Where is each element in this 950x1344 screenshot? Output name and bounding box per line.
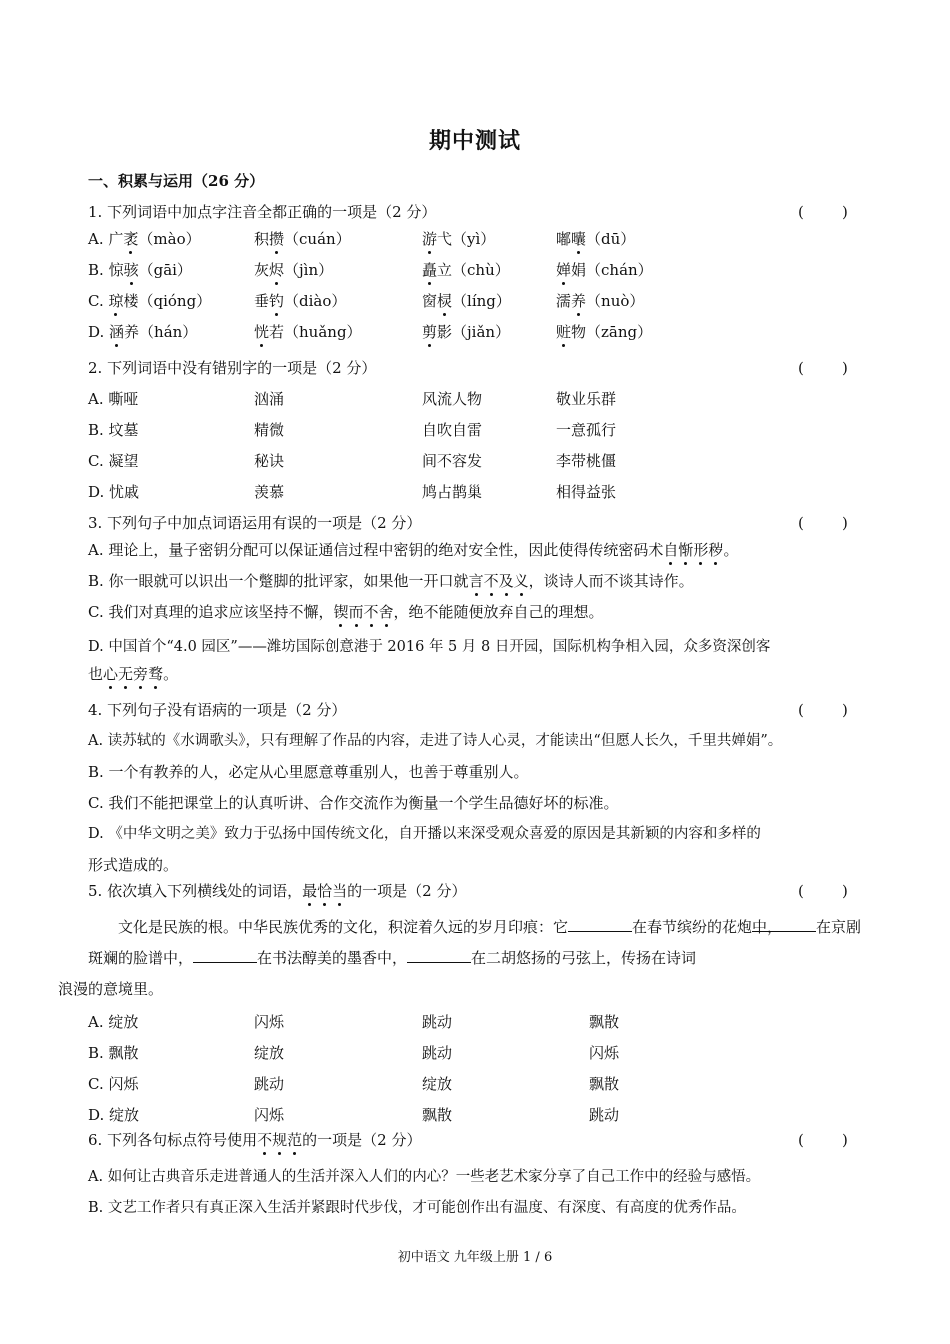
question-5-stem (88, 881, 858, 901)
dotted-char: 涵 (109, 323, 125, 341)
dotted-char: 形 (693, 541, 709, 559)
stem-text: 6. 下列各句标点符号使用 (88, 1131, 258, 1149)
option-word: 鸠占鹊巢 (422, 483, 483, 501)
dotted-phrase (103, 665, 163, 683)
option-word: 闪烁 (589, 1044, 620, 1062)
dotted-char: 恍 (254, 323, 270, 341)
dotted-char: 而 (348, 603, 364, 621)
option-word: 闪烁 (254, 1106, 285, 1124)
question-3-option-d: D. 中国首个“4.0 园区”——潍坊国际创意港于 2016 年 5 月 8 日开园，国际机构争相入园，众多资深创客 (88, 639, 771, 655)
option-word: 积攒（cuán） (254, 230, 351, 248)
passage-text: 文化是民族的根。中华民族优秀的文化，积淀着久远的岁月印痕：它 (118, 918, 569, 936)
dotted-char: 不 (483, 572, 499, 590)
option-word: 敬业乐群 (556, 390, 617, 408)
dotted-char: 惭 (678, 541, 694, 559)
dotted-char: 不 (257, 1131, 273, 1149)
option-text: ，绝不能随便放弃自己的理想。 (393, 603, 604, 621)
question-3-stem: 3. 下列句子中加点词语运用有误的一项是（2 分） (88, 514, 422, 532)
passage-text: 在书法醇美的墨香中， (257, 949, 408, 967)
answer-bracket-3: ( ) (798, 514, 848, 532)
option-word: 婵娟（chán） (556, 261, 653, 279)
option-word: 相得益张 (556, 483, 617, 501)
dotted-char: 剪 (422, 323, 438, 341)
dotted-char: 婵 (556, 261, 572, 279)
option-word: 赃物（zāng） (556, 323, 653, 341)
question-4-option-b: B. 一个有教养的人，必定从心里愿意尊重别人，也善于尊重别人。 (88, 763, 529, 781)
option-word: 一意孤行 (556, 421, 617, 439)
option-word: C. 闪烁 (88, 1075, 139, 1093)
answer-bracket-6: ( ) (798, 1131, 848, 1149)
answer-bracket-2: ( ) (798, 359, 848, 377)
option-word: 秘诀 (254, 452, 285, 470)
answer-bracket-5: ( ) (798, 882, 848, 900)
dotted-char: 范 (287, 1131, 303, 1149)
option-text: A. 理论上，量子密钥分配可以保证通信过程中密钥的绝对安全性，因此使得传统密码术 (88, 541, 664, 559)
question-4-option-a: A. 读苏轼的《水调歌头》，只有理解了作品的内容，走进了诗人心灵，才能读出“但愿人长久，千里共婵娟”。 (88, 733, 783, 749)
blank-line (407, 948, 471, 963)
option-word: C. 琼楼（qióng） (88, 292, 212, 310)
dotted-char: 秽 (708, 541, 724, 559)
blank-line (752, 917, 816, 932)
question-4-stem: 4. 下列句子没有语病的一项是（2 分） (88, 701, 347, 719)
option-text: 也 (88, 665, 104, 683)
dotted-char: 骇 (123, 261, 139, 279)
dotted-char: 袤 (123, 230, 139, 248)
dotted-char: 恰 (317, 882, 333, 900)
option-word: 跳动 (589, 1106, 620, 1124)
question-1-stem: 1. 下列词语中加点字注音全都正确的一项是（2 分） (88, 203, 437, 221)
question-2-stem: 2. 下列词语中没有错别字的一项是（2 分） (88, 359, 377, 377)
option-word: 嘟囔（dū） (556, 230, 636, 248)
option-word: D. 绽放 (88, 1106, 140, 1124)
option-word: 风流人物 (422, 390, 483, 408)
dotted-char: 棂 (437, 292, 453, 310)
dotted-char: 矗 (422, 261, 438, 279)
stem-text: 的一项是（2 分） (347, 882, 467, 900)
dotted-phrase (333, 603, 393, 621)
dotted-char: 无 (118, 665, 134, 683)
option-word: D. 涵养（hán） (88, 323, 198, 341)
option-text: ，谈诗人而不谈其诗作。 (528, 572, 694, 590)
dotted-char: 琼 (108, 292, 124, 310)
question-3-option-b (88, 571, 694, 591)
option-text: 。 (163, 665, 179, 683)
dotted-char: 赃 (556, 323, 572, 341)
question-3-option-d-cont (88, 664, 178, 684)
dotted-phrase (663, 541, 723, 559)
option-text: 。 (723, 541, 739, 559)
question-4-option-d-cont: 形式造成的。 (88, 856, 179, 874)
dotted-char: 囔 (571, 230, 587, 248)
passage-text: 浪漫的意境里。 (58, 980, 164, 998)
option-word: C. 凝望 (88, 452, 139, 470)
dotted-char: 钓 (269, 292, 285, 310)
dotted-char: 不 (363, 603, 379, 621)
option-word: 飘散 (422, 1106, 453, 1124)
option-word: B. 飘散 (88, 1044, 139, 1062)
option-word: 跳动 (422, 1013, 453, 1031)
dotted-char: 游 (422, 230, 438, 248)
option-text: C. 我们对真理的追求应该坚持不懈， (88, 603, 334, 621)
dotted-char: 舍 (378, 603, 394, 621)
option-word: 精微 (254, 421, 285, 439)
option-word: 濡养（nuò） (556, 292, 645, 310)
option-word: B. 惊骇（gāi） (88, 261, 192, 279)
dotted-char: 义 (513, 572, 529, 590)
question-4-option-c: C. 我们不能把课堂上的认真听讲、合作交流作为衡量一个学生品德好坏的标准。 (88, 794, 619, 812)
option-word: 绽放 (422, 1075, 453, 1093)
stem-text: 5. 依次填入下列横线处的词语， (88, 882, 303, 900)
option-word: 飘散 (589, 1013, 620, 1031)
option-word: 闪烁 (254, 1013, 285, 1031)
dotted-char: 言 (468, 572, 484, 590)
dotted-char: 自 (663, 541, 679, 559)
dotted-char: 攒 (269, 230, 285, 248)
option-word: 飘散 (589, 1075, 620, 1093)
option-word: 跳动 (254, 1075, 285, 1093)
page-title: 期中测试 (428, 128, 521, 154)
option-word: 游弋（yì） (422, 230, 496, 248)
dotted-char: 当 (332, 882, 348, 900)
dotted-char: 规 (272, 1131, 288, 1149)
question-3-option-c (88, 602, 604, 622)
passage-text: 在京剧斑斓的脸谱中， (88, 918, 862, 967)
answer-bracket-1: ( ) (798, 203, 848, 221)
blank-line (568, 917, 632, 932)
dotted-char: 骛 (148, 665, 164, 683)
option-word: 李带桃僵 (556, 452, 617, 470)
option-word: 间不容发 (422, 452, 483, 470)
option-word: 剪影（jiǎn） (422, 323, 511, 341)
option-word: 垂钓（diào） (254, 292, 347, 310)
question-6-option-b: B. 文艺工作者只有真正深入生活并紧跟时代步伐，才可能创作出有温度、有深度、有高度的优秀作品。 (88, 1200, 746, 1216)
dotted-char: 锲 (333, 603, 349, 621)
page-footer: 初中语文 九年级上册 1 / 6 (397, 1250, 553, 1265)
option-word: 自吹自雷 (422, 421, 483, 439)
option-word: D. 忧戚 (88, 483, 140, 501)
dotted-phrase (302, 882, 347, 900)
option-word: 窗棂（líng） (422, 292, 511, 310)
option-word: B. 坟墓 (88, 421, 139, 439)
question-5-passage (58, 912, 868, 1005)
dotted-char: 心 (103, 665, 119, 683)
passage-text: 在春节缤纷的花炮中， (632, 918, 783, 936)
passage-text: 在二胡悠扬的弓弦上，传扬在诗词 (471, 949, 697, 967)
option-word: 矗立（chù） (422, 261, 510, 279)
dotted-char: 养 (571, 292, 587, 310)
answer-bracket-4: ( ) (798, 701, 848, 719)
question-6-option-a: A. 如何让古典音乐走进普通人的生活并深入人们的内心？一些老艺术家分享了自己工作中的经验与感悟。 (88, 1169, 761, 1185)
stem-text: 的一项是（2 分） (302, 1131, 422, 1149)
option-word: 羡慕 (254, 483, 285, 501)
dotted-char: 最 (302, 882, 318, 900)
dotted-char: 旁 (133, 665, 149, 683)
blank-line (193, 948, 257, 963)
option-word: A. 广袤（mào） (88, 230, 201, 248)
dotted-phrase (469, 572, 529, 590)
option-text: B. 你一眼就可以识出一个蹩脚的批评家，如果他一开口就 (88, 572, 469, 590)
option-word: 跳动 (422, 1044, 453, 1062)
question-4-option-d: D. 《中华文明之美》致力于弘扬中国传统文化，自开播以来深受观众喜爱的原因是其新颖的内容和多样的 (88, 826, 761, 842)
question-3-option-a (88, 540, 738, 560)
question-6-stem (88, 1130, 858, 1150)
dotted-phrase (257, 1131, 302, 1149)
option-word: 绽放 (254, 1044, 285, 1062)
option-word: 灰烬（jìn） (254, 261, 334, 279)
dotted-char: 烬 (269, 261, 285, 279)
option-word: A. 嘶哑 (88, 390, 139, 408)
option-word: A. 绽放 (88, 1013, 139, 1031)
option-word: 恍若（huǎng） (254, 323, 362, 341)
section-heading: 一、积累与运用（26 分） (88, 172, 265, 190)
dotted-char: 及 (498, 572, 514, 590)
option-word: 汹涌 (254, 390, 285, 408)
